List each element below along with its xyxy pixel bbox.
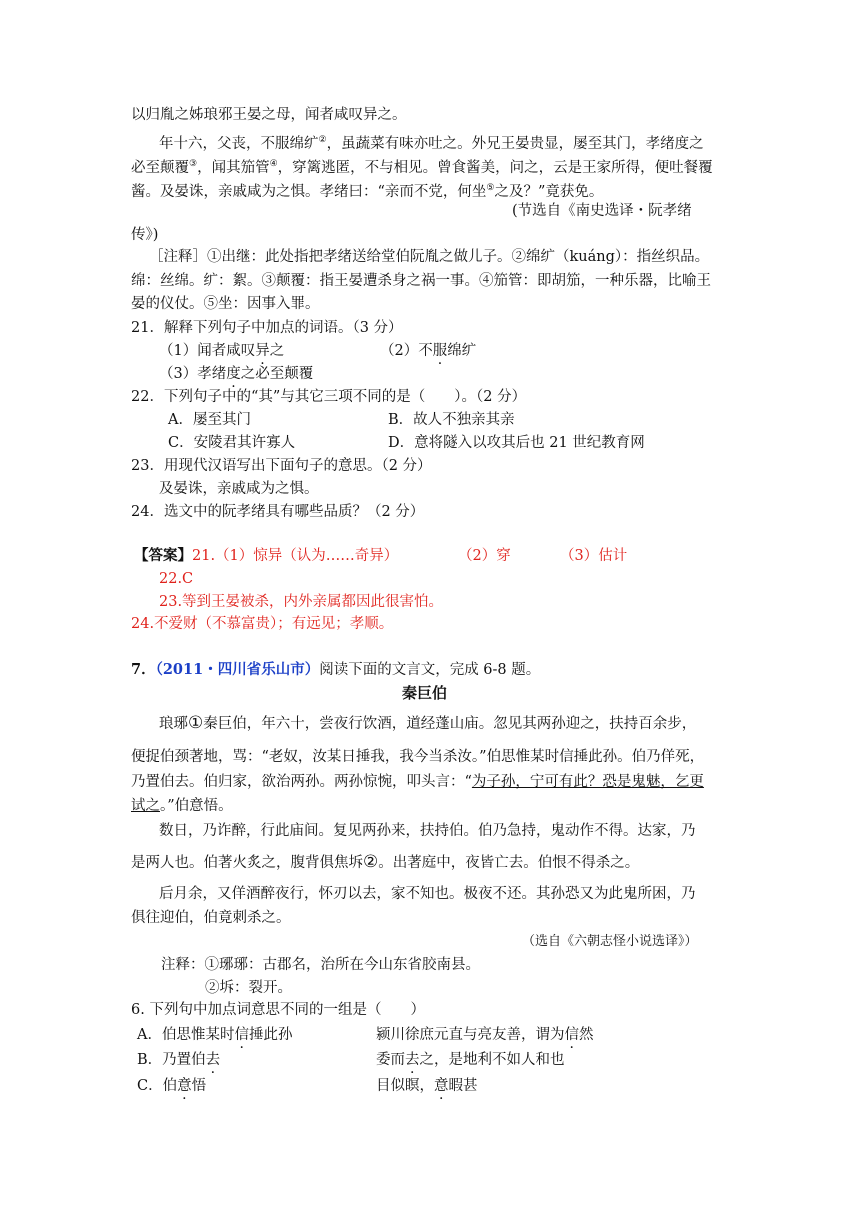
dotted-word: 信 (564, 1027, 579, 1043)
q21-item1 (159, 341, 284, 361)
q6-option-a-compare (376, 1025, 594, 1045)
q21-item3 (159, 364, 313, 384)
text: 之必至颠覆 (240, 366, 314, 382)
q6-option-b (137, 1050, 220, 1070)
underlined-sentence: 为子孙，宁可有此？恐是鬼魅，乞更 (471, 774, 704, 790)
question-number: 7． (131, 661, 156, 678)
q22-option-b: B．故人不独亲其亲 (388, 412, 515, 428)
section7-header (131, 660, 540, 680)
text: ，穿篱逃匿，不与相见。曾食酱美，问之，云是王家所得，便吐餐覆 (277, 159, 713, 176)
passage1-para2-line2 (131, 154, 713, 178)
notes-line3: 晏的仪仗。⑤坐：因事入罪。 (131, 296, 320, 312)
passage2-line8: 俱往迎伯，伯竟刺杀之。 (131, 910, 291, 926)
dotted-word: 去 (205, 1052, 221, 1068)
text: （1）闻者咸叹 (159, 343, 256, 359)
q6-option-b-compare (376, 1050, 565, 1070)
passage2-line3 (131, 772, 704, 792)
passage2-line4 (131, 796, 233, 816)
footnote-mark: ② (318, 135, 327, 145)
q23-stem: 23．用现代汉语写出下面句子的意思。（2 分） (131, 458, 432, 474)
text: 委而 (376, 1052, 405, 1068)
notes-line1: ［注释］①出继：此处指把孝绪送给堂伯阮胤之做儿子。②绵纩（kuáng）：指丝织品。 (149, 249, 710, 265)
bracket: （ (155, 661, 163, 678)
text: 乃置伯去。伯归家，欲治两孙。两孙惊惋，叩头言：“ (131, 774, 472, 790)
text: 捶此孙 (248, 1027, 293, 1043)
q6-option-a (137, 1025, 292, 1045)
dotted-word: 度 (226, 366, 241, 382)
task-text: 阅读下面的文言文，完成 6-8 题。 (319, 662, 541, 678)
q22-stem: 22．下列句子中的“其”与其它三项不同的是（ ）。（2 分） (131, 389, 527, 405)
passage2-line5: 数日，乃诈醉，行此庙间。复见两孙来，扶持伯。伯乃急持，鬼动作不得。达家，乃 (159, 823, 696, 839)
text: 悟 (191, 1078, 207, 1094)
passage-title: 秦巨伯 (402, 684, 448, 702)
text: 暇甚 (448, 1078, 478, 1094)
footnote-mark: ⑤ (486, 183, 495, 193)
footnote-mark: ① (188, 713, 204, 733)
passage2-source: （选自《六朝志怪小说选译》） (522, 934, 698, 949)
text: 之及？”竟获免。 (494, 183, 604, 200)
answer-24: 24.不爱财（不慕富贵）；有远见；孝顺。 (131, 616, 394, 632)
dotted-word: 去 (405, 1052, 420, 1068)
text: 颍川徐庶元直与亮友善，谓为 (376, 1027, 565, 1043)
passage2-line7: 后月余，又佯酒醉夜行，怀刃以去，家不知也。极夜不还。其孙恐又为此鬼所困，乃 (159, 886, 696, 902)
source-link[interactable]: 2011・四川省乐山市 (162, 661, 305, 678)
text: 年十六，父丧，不服绵纩 (159, 135, 319, 152)
notes-line2: 绵：丝绵。纩：絮。③颠覆：指王晏遭杀身之祸一事。④笳管：即胡笳，一种乐器，比喻王 (131, 273, 711, 289)
text: A．伯思惟某时 (137, 1027, 235, 1043)
answer-label: 【答案】 (134, 547, 192, 564)
q22-option-c: C．安陵君其许寡人 (168, 435, 296, 451)
passage2-note2: ②坼：裂开。 (205, 980, 292, 996)
dotted-word: 异 (255, 343, 270, 359)
text: 之，是地利不如人和也 (419, 1052, 565, 1068)
dotted-word: 服 (432, 343, 448, 359)
passage1-para2-line3 (131, 178, 603, 202)
dotted-word: 意 (177, 1078, 192, 1094)
text: 酱。及晏诛，亲戚咸为之惧。孝绪曰：“亲而不党，何坐 (131, 183, 487, 200)
text: 琅琊 (159, 716, 188, 732)
q21-stem: 21．解释下列句子中加点的词语。（3 分） (131, 320, 403, 336)
text: 绵纩 (447, 343, 477, 359)
answer-23: 23.等到王晏被杀，内外亲属都因此很害怕。 (159, 594, 444, 610)
answer-21-3: （3）估计 (560, 548, 628, 564)
text: 。出著庭中，夜皆亡去。伯恨不得杀之。 (378, 855, 640, 871)
passage2-line1 (159, 713, 696, 734)
footnote-mark: ④ (269, 159, 278, 169)
text: C．伯 (137, 1078, 178, 1094)
text: （3）孝绪 (159, 366, 227, 382)
passage1-para2-line1 (159, 130, 704, 154)
passage2-line6 (131, 852, 639, 873)
dotted-word: 意 (434, 1078, 449, 1094)
dotted-word: 信 (234, 1027, 249, 1043)
q24-stem: 24．选文中的阮孝绪具有哪些品质？（2 分） (131, 504, 425, 520)
passage2-note1: 注释：①琊琊：古郡名，治所在今山东省胶南县。 (161, 957, 480, 973)
text: 必至颠覆 (131, 159, 189, 176)
footnote-mark: ② (363, 852, 379, 872)
text: 之 (269, 343, 285, 359)
passage1-source-end: 传》) (131, 227, 159, 243)
text: 秦巨伯，年六十，尝夜行饮酒，道经蓬山庙。忽见其两孙迎之，扶持百余步， (203, 716, 697, 732)
text: ，虽蔬菜有味亦吐之。外兄王晏贵显，屡至其门，孝绪度之 (326, 135, 704, 152)
text: 是两人也。伯著火炙之，腹背俱焦坼 (131, 855, 363, 871)
footnote-mark: ③ (189, 159, 198, 169)
passage1-source: (节选自《南史选译・阮孝绪 (512, 203, 692, 219)
q22-option-a: A．屡至其门 (168, 412, 251, 428)
q21-item2 (380, 341, 476, 361)
text: 目似瞑， (376, 1078, 434, 1094)
bracket: ） (304, 661, 320, 678)
answer-text: 21.（1）惊异（认为……奇异） (192, 548, 399, 564)
text: ，闻其笳管 (197, 159, 270, 176)
underlined-sentence: 试之 (131, 798, 160, 814)
q23-sentence: 及晏诛，亲戚咸为之惧。 (159, 481, 319, 497)
text: 然 (579, 1027, 594, 1043)
text: 。”伯意悟。 (160, 798, 233, 814)
q6-stem: 6. 下列句中加点词意思不同的一组是（ ） (131, 1002, 425, 1018)
answer-21-2: （2）穿 (458, 548, 511, 564)
text: B．乃置伯 (137, 1052, 206, 1068)
answer-22: 22.C (159, 571, 194, 587)
passage2-line2: 便捉伯颈著地，骂：“老奴，汝某日捶我，我今当杀汝。”伯思惟某时信捶此孙。伯乃佯死， (131, 749, 705, 765)
q6-option-c-compare (376, 1076, 478, 1096)
answer-line1 (134, 546, 398, 566)
text: （2）不 (380, 343, 433, 359)
q6-option-c (137, 1076, 206, 1096)
passage1-line1: 以归胤之姊琅邪王晏之母，闻者咸叹异之。 (131, 107, 407, 123)
q22-option-d: D．意将隧入以攻其后也 21 世纪教育网 (388, 435, 645, 451)
